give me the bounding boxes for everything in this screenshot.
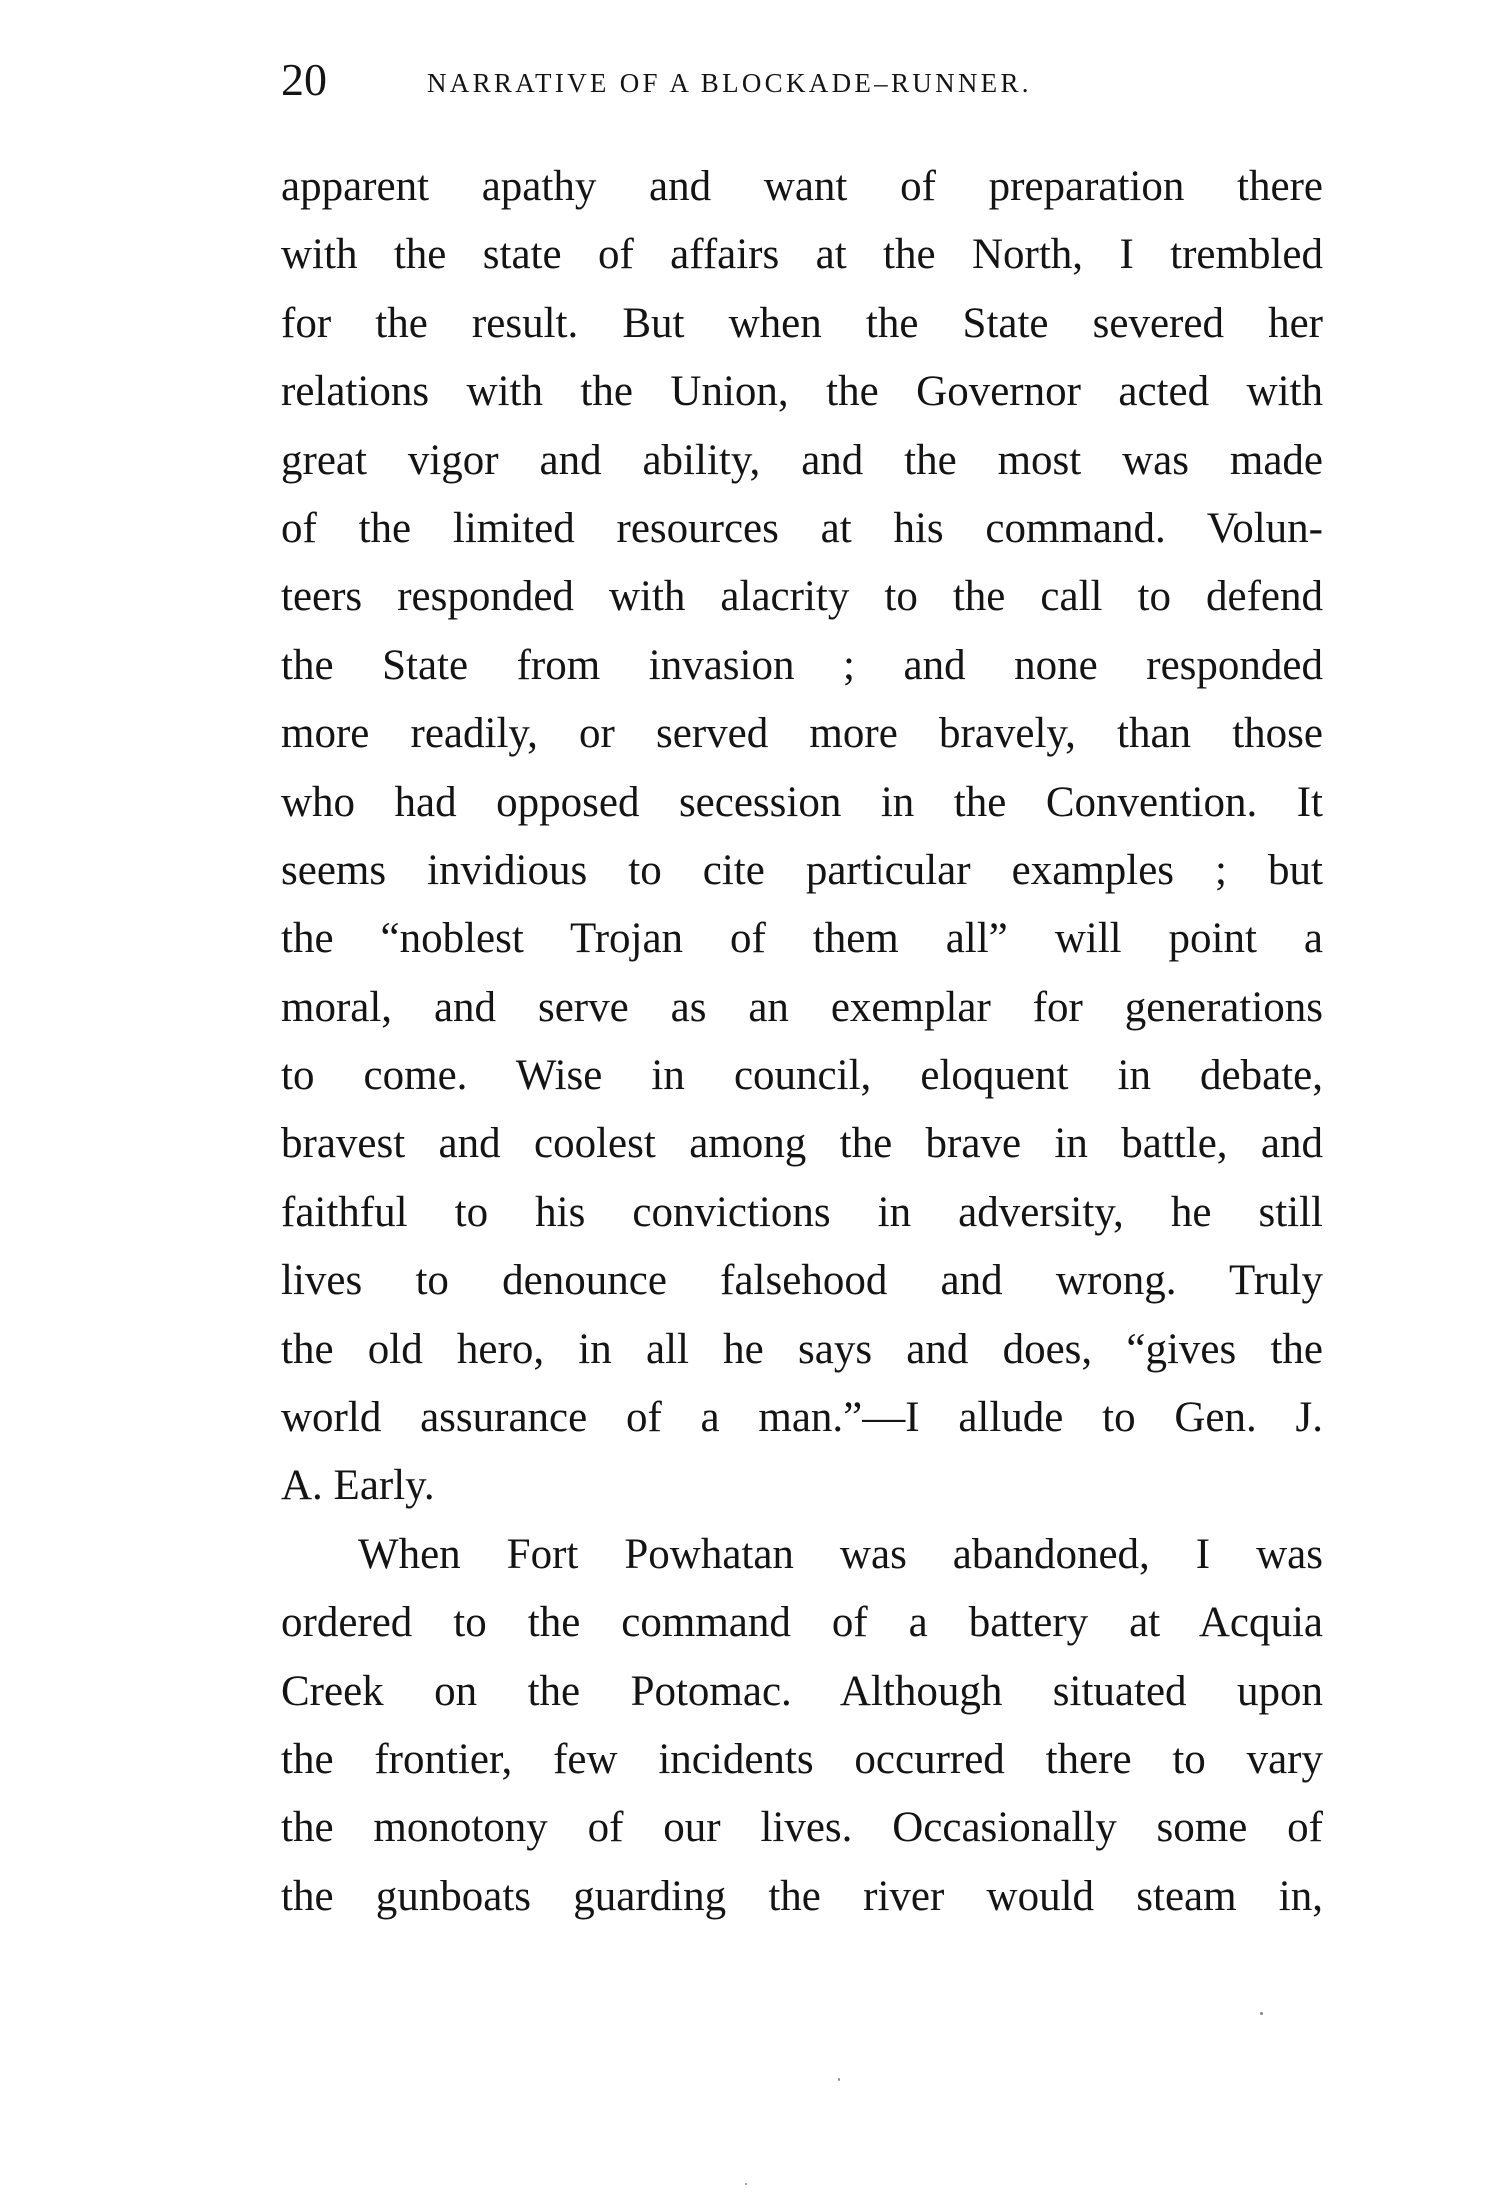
text-line: A. Early.	[281, 1462, 435, 1510]
text-line: to come. Wise in council, eloquent in debate,	[281, 1052, 1323, 1100]
text-line: Creek on the Potomac. Although situated upon	[281, 1667, 1323, 1715]
text-line: bravest and coolest among the brave in battle, and	[281, 1120, 1323, 1168]
text-line: of the limited resources at his command. Volun-	[281, 504, 1323, 552]
paragraph-2	[281, 1521, 1323, 1931]
text-line: world assurance of a man.”—I allude to Gen. J.	[281, 1394, 1323, 1442]
text-line: ordered to the command of a battery at Acquia	[281, 1599, 1323, 1647]
text-line: When Fort Powhatan was abandoned, I was	[358, 1530, 1323, 1578]
print-speck	[1260, 2012, 1263, 2015]
body-text	[281, 153, 1323, 1931]
text-line: lives to denounce falsehood and wrong. Truly	[281, 1257, 1323, 1305]
text-line: apparent apathy and want of preparation there	[281, 163, 1323, 210]
text-line: the “noblest Trojan of them all” will point a	[281, 915, 1323, 963]
text-line: who had opposed secession in the Convention. It	[281, 778, 1323, 826]
text-line: with the state of affairs at the North, I trembled	[281, 231, 1323, 279]
running-title: NARRATIVE OF A BLOCKADE–RUNNER.	[427, 68, 1032, 98]
text-line: moral, and serve as an exemplar for generations	[281, 983, 1323, 1031]
text-line: the frontier, few incidents occurred there to vary	[281, 1735, 1323, 1783]
text-line: faithful to his convictions in adversity, he still	[281, 1188, 1323, 1236]
paragraph-1	[281, 153, 1323, 1521]
text-line: great vigor and ability, and the most was made	[281, 436, 1323, 484]
print-speck	[745, 2183, 747, 2185]
text-line: more readily, or served more bravely, than those	[281, 710, 1323, 758]
text-line: the monotony of our lives. Occasionally some of	[281, 1804, 1323, 1852]
text-line: seems invidious to cite particular examples ; but	[281, 846, 1323, 894]
text-line: for the result. But when the State severed her	[281, 299, 1323, 347]
print-speck	[838, 2078, 840, 2081]
text-line: teers responded with alacrity to the call to defend	[281, 573, 1323, 621]
text-line: the State from invasion ; and none responded	[281, 641, 1323, 689]
text-line: the gunboats guarding the river would steam in,	[281, 1872, 1323, 1920]
running-head	[281, 52, 1323, 112]
text-line: relations with the Union, the Governor acted with	[281, 368, 1323, 416]
page-number: 20	[281, 54, 327, 105]
text-line: the old hero, in all he says and does, “gives the	[281, 1325, 1323, 1373]
